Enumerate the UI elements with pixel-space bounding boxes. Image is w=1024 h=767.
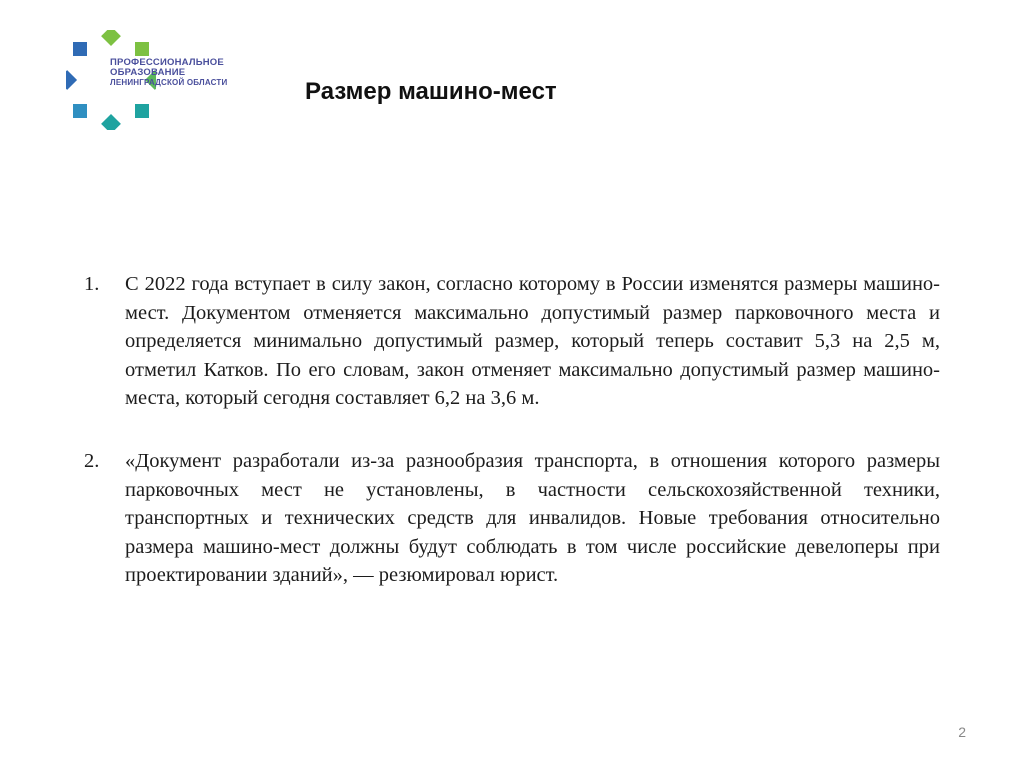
list-item bbox=[84, 447, 940, 590]
list-item-text: С 2022 года вступает в силу закон, согласно которому в России изменятся размеры машино-мест. Документом отменяется максимально допустимый размер парковочного места и определяется минимально допустимый размер, который теперь составит 5,3 на 2,5 м, отметил Катков. По его словам, закон отменяет максимально допустимый размер машино-места, который сегодня составляет 6,2 на 3,6 м. bbox=[125, 273, 940, 410]
slide-title: Размер машино-мест bbox=[305, 78, 557, 105]
numbered-list bbox=[84, 270, 940, 590]
logo-line-3: ЛЕНИНГРАДСКОЙ ОБЛАСТИ bbox=[110, 78, 228, 87]
list-item bbox=[84, 270, 940, 413]
list-item-text: «Документ разработали из-за разнообразия транспорта, в отношения которого размеры парковочных мест не установлены, в частности сельскохозяйственной техники, транспортных и технических средств для инвалидов. Новые требования относительно размера машино-мест должны будут соблюдать в том числе российские девелоперы при проектировании зданий», — резюмировал юрист. bbox=[125, 449, 940, 587]
logo-text bbox=[110, 58, 227, 88]
organization-logo bbox=[66, 30, 266, 130]
logo-line-2: ОБРАЗОВАНИЕ bbox=[110, 67, 186, 78]
page-number: 2 bbox=[958, 724, 966, 740]
list-item-number: 1. bbox=[84, 273, 100, 295]
logo-line-1: ПРОФЕССИОНАЛЬНОЕ bbox=[110, 57, 224, 68]
list-item-number: 2. bbox=[84, 449, 100, 472]
